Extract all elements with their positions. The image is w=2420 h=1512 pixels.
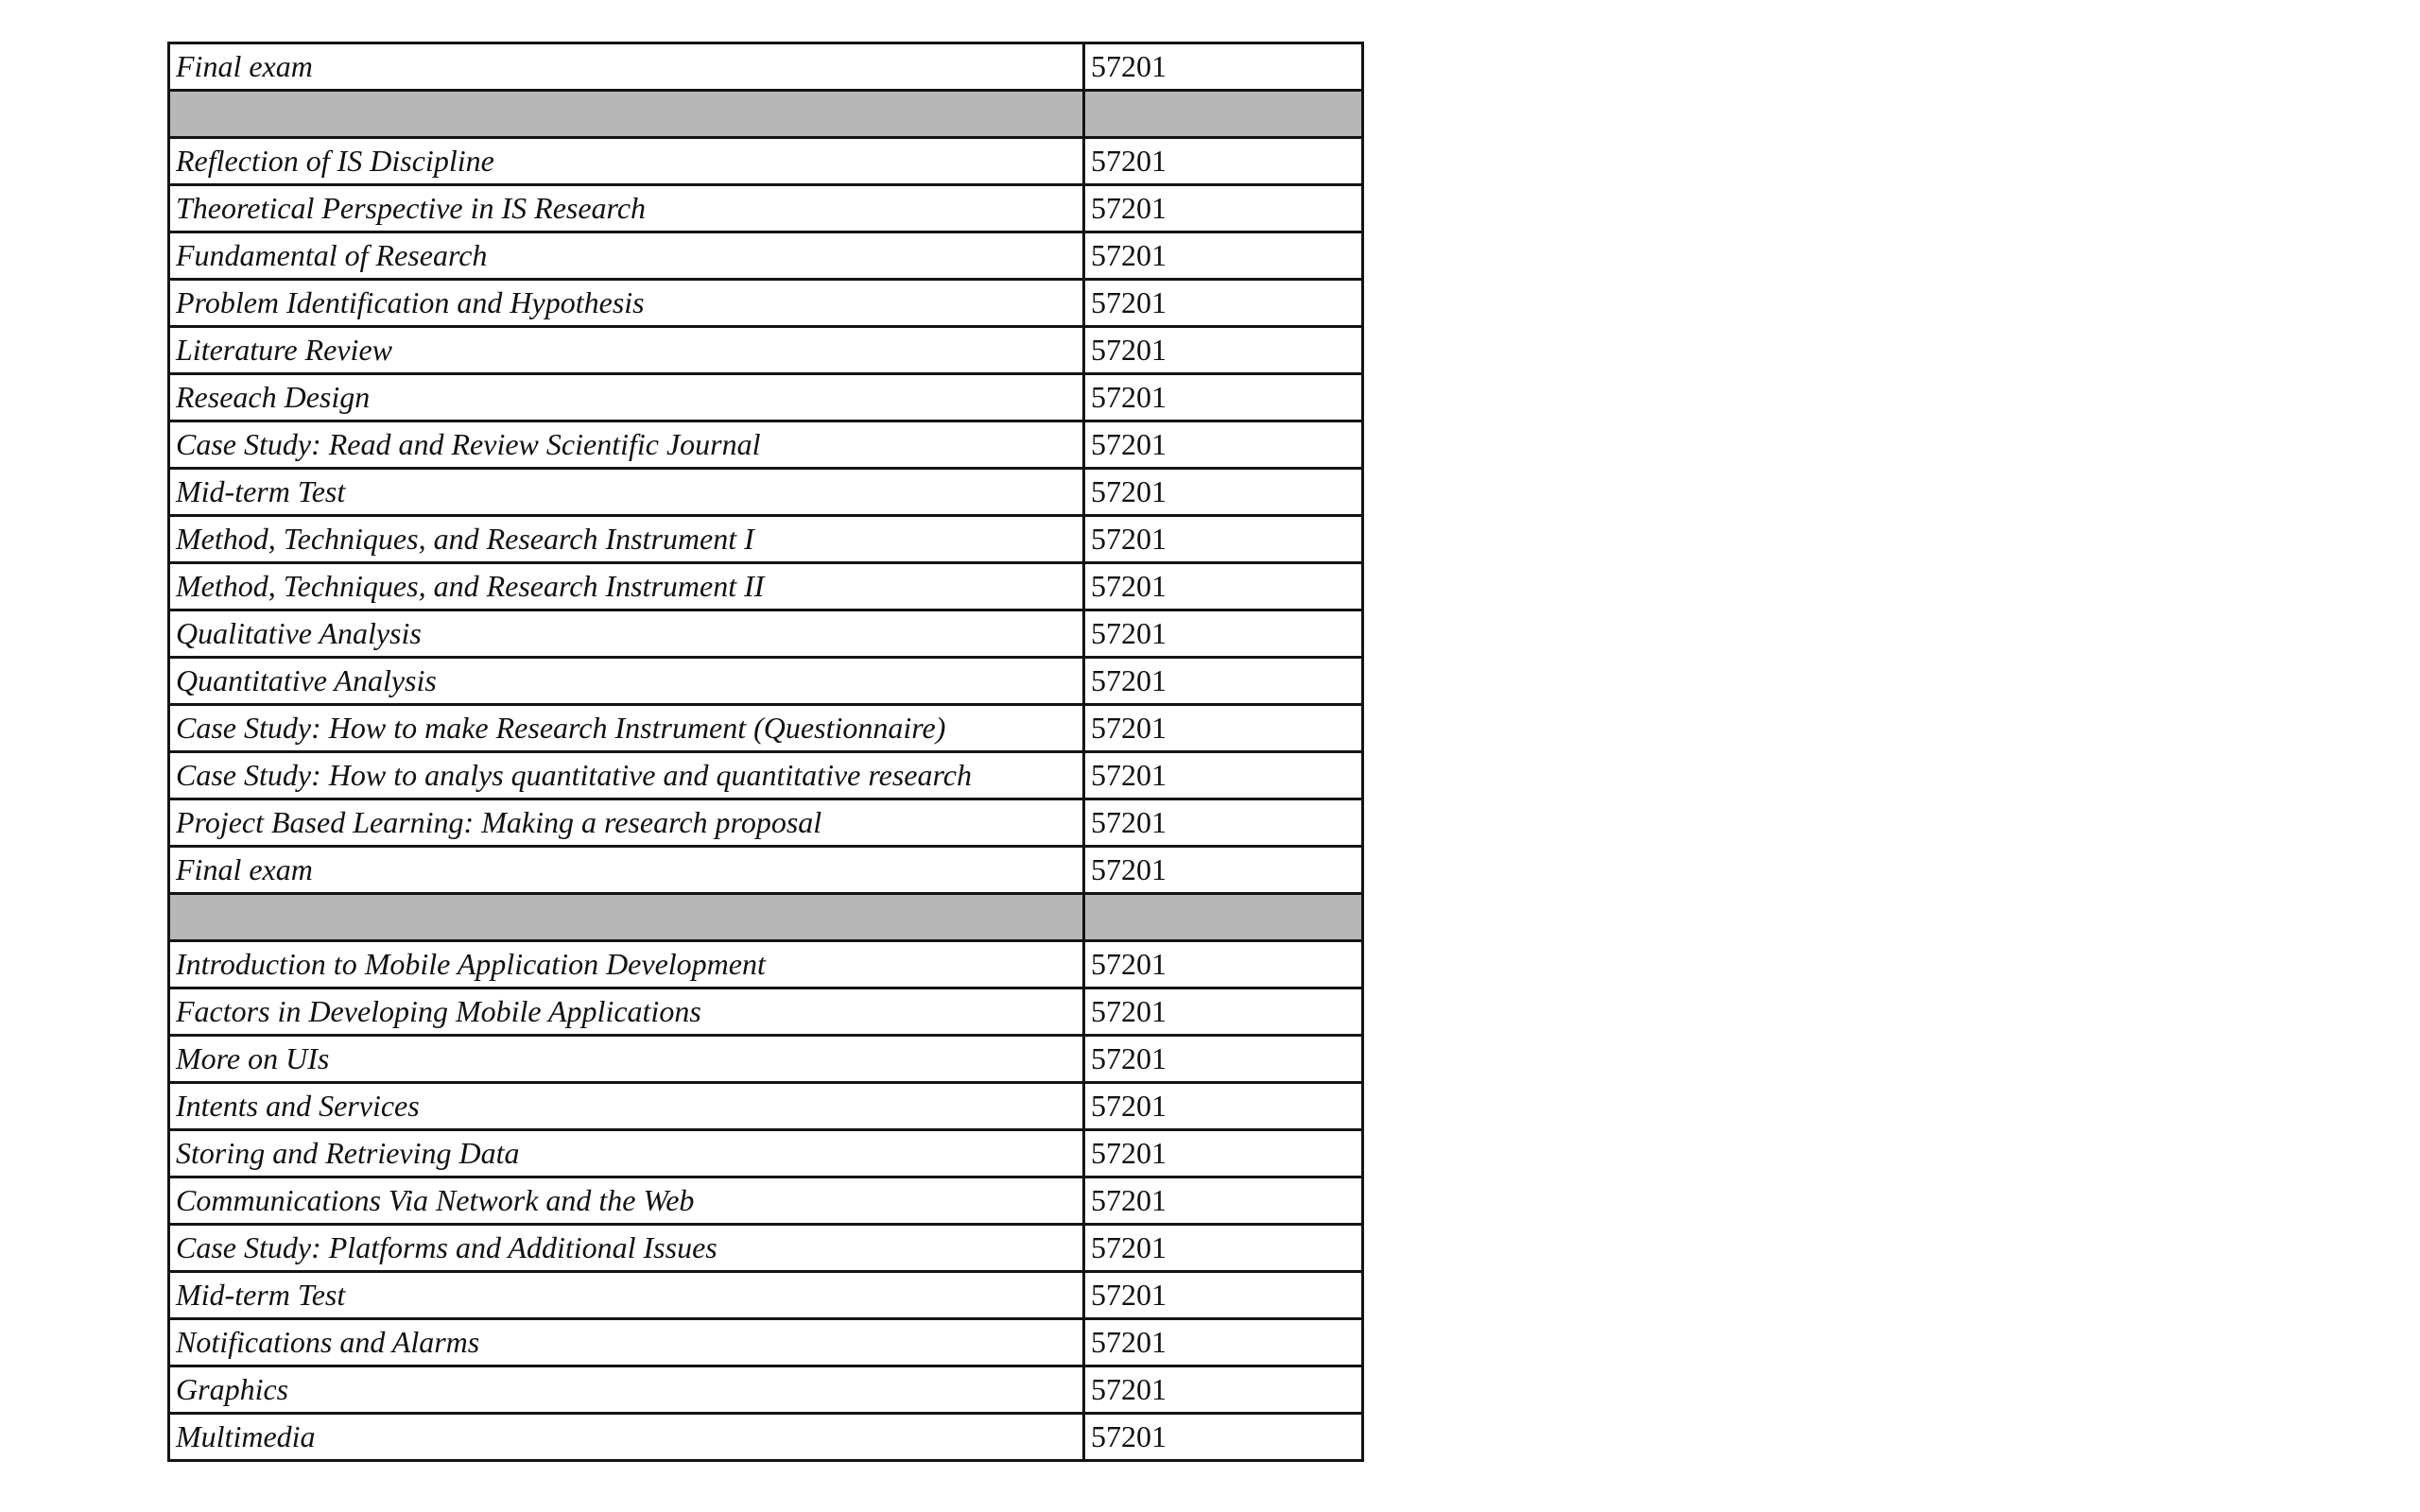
table-row bbox=[169, 232, 1363, 280]
section-separator-row bbox=[169, 894, 1363, 941]
course-code-cell: 57201 bbox=[1084, 752, 1363, 799]
course-code-cell: 57201 bbox=[1084, 1177, 1363, 1225]
course-topics-table bbox=[167, 42, 1364, 1462]
topic-cell: Reflection of IS Discipline bbox=[169, 138, 1084, 185]
table-row bbox=[169, 752, 1363, 799]
course-code-cell: 57201 bbox=[1084, 421, 1363, 469]
table-row bbox=[169, 374, 1363, 421]
course-code-cell: 57201 bbox=[1084, 799, 1363, 847]
table-row bbox=[169, 847, 1363, 894]
topic-cell: Method, Techniques, and Research Instrument II bbox=[169, 563, 1084, 610]
topic-cell: Qualitative Analysis bbox=[169, 610, 1084, 658]
course-code-cell: 57201 bbox=[1084, 847, 1363, 894]
separator-cell bbox=[169, 894, 1084, 941]
table-row bbox=[169, 941, 1363, 988]
topic-cell: Case Study: Read and Review Scientific Journal bbox=[169, 421, 1084, 469]
topic-cell: Mid-term Test bbox=[169, 469, 1084, 516]
course-code-cell: 57201 bbox=[1084, 185, 1363, 232]
topic-cell: Literature Review bbox=[169, 327, 1084, 374]
table-row bbox=[169, 421, 1363, 469]
course-code-cell: 57201 bbox=[1084, 1366, 1363, 1414]
topic-cell: More on UIs bbox=[169, 1036, 1084, 1083]
topic-cell: Intents and Services bbox=[169, 1083, 1084, 1130]
table-row bbox=[169, 516, 1363, 563]
course-code-cell: 57201 bbox=[1084, 1083, 1363, 1130]
topic-cell: Final exam bbox=[169, 43, 1084, 91]
topic-cell: Introduction to Mobile Application Development bbox=[169, 941, 1084, 988]
course-code-cell: 57201 bbox=[1084, 138, 1363, 185]
course-code-cell: 57201 bbox=[1084, 469, 1363, 516]
topic-cell: Mid-term Test bbox=[169, 1272, 1084, 1319]
course-code-cell: 57201 bbox=[1084, 705, 1363, 752]
table-row bbox=[169, 658, 1363, 705]
course-code-cell: 57201 bbox=[1084, 941, 1363, 988]
table-row bbox=[169, 705, 1363, 752]
topic-cell: Communications Via Network and the Web bbox=[169, 1177, 1084, 1225]
table-row bbox=[169, 563, 1363, 610]
topic-cell: Method, Techniques, and Research Instrument I bbox=[169, 516, 1084, 563]
topic-cell: Reseach Design bbox=[169, 374, 1084, 421]
course-code-cell: 57201 bbox=[1084, 516, 1363, 563]
topic-cell: Notifications and Alarms bbox=[169, 1319, 1084, 1366]
topic-cell: Case Study: How to make Research Instrument (Questionnaire) bbox=[169, 705, 1084, 752]
table-row bbox=[169, 43, 1363, 91]
topic-cell: Problem Identification and Hypothesis bbox=[169, 280, 1084, 327]
topic-cell: Final exam bbox=[169, 847, 1084, 894]
course-code-cell: 57201 bbox=[1084, 1414, 1363, 1461]
course-code-cell: 57201 bbox=[1084, 1225, 1363, 1272]
table-row bbox=[169, 1225, 1363, 1272]
topic-cell: Factors in Developing Mobile Applications bbox=[169, 988, 1084, 1036]
course-code-cell: 57201 bbox=[1084, 232, 1363, 280]
table-row bbox=[169, 1130, 1363, 1177]
section-separator-row bbox=[169, 91, 1363, 138]
separator-cell bbox=[1084, 91, 1363, 138]
course-code-cell: 57201 bbox=[1084, 1130, 1363, 1177]
table-row bbox=[169, 1366, 1363, 1414]
table-row bbox=[169, 1272, 1363, 1319]
topic-cell: Case Study: Platforms and Additional Issues bbox=[169, 1225, 1084, 1272]
table-row bbox=[169, 1083, 1363, 1130]
table-row bbox=[169, 138, 1363, 185]
course-code-cell: 57201 bbox=[1084, 563, 1363, 610]
table-row bbox=[169, 610, 1363, 658]
topic-cell: Quantitative Analysis bbox=[169, 658, 1084, 705]
separator-cell bbox=[1084, 894, 1363, 941]
separator-cell bbox=[169, 91, 1084, 138]
course-code-cell: 57201 bbox=[1084, 280, 1363, 327]
table-row bbox=[169, 280, 1363, 327]
topic-cell: Graphics bbox=[169, 1366, 1084, 1414]
table-row bbox=[169, 1319, 1363, 1366]
table-body bbox=[169, 43, 1363, 1461]
table-row bbox=[169, 1177, 1363, 1225]
course-code-cell: 57201 bbox=[1084, 327, 1363, 374]
table-row bbox=[169, 1414, 1363, 1461]
topic-cell: Case Study: How to analys quantitative and quantitative research bbox=[169, 752, 1084, 799]
course-code-cell: 57201 bbox=[1084, 610, 1363, 658]
course-code-cell: 57201 bbox=[1084, 988, 1363, 1036]
course-code-cell: 57201 bbox=[1084, 658, 1363, 705]
course-code-cell: 57201 bbox=[1084, 1319, 1363, 1366]
course-code-cell: 57201 bbox=[1084, 1272, 1363, 1319]
course-code-cell: 57201 bbox=[1084, 43, 1363, 91]
table-row bbox=[169, 327, 1363, 374]
course-code-cell: 57201 bbox=[1084, 374, 1363, 421]
topic-cell: Multimedia bbox=[169, 1414, 1084, 1461]
table-row bbox=[169, 185, 1363, 232]
table-row bbox=[169, 1036, 1363, 1083]
table-row bbox=[169, 469, 1363, 516]
table-row bbox=[169, 799, 1363, 847]
topic-cell: Project Based Learning: Making a research proposal bbox=[169, 799, 1084, 847]
course-code-cell: 57201 bbox=[1084, 1036, 1363, 1083]
topic-cell: Theoretical Perspective in IS Research bbox=[169, 185, 1084, 232]
table-row bbox=[169, 988, 1363, 1036]
topic-cell: Fundamental of Research bbox=[169, 232, 1084, 280]
topic-cell: Storing and Retrieving Data bbox=[169, 1130, 1084, 1177]
